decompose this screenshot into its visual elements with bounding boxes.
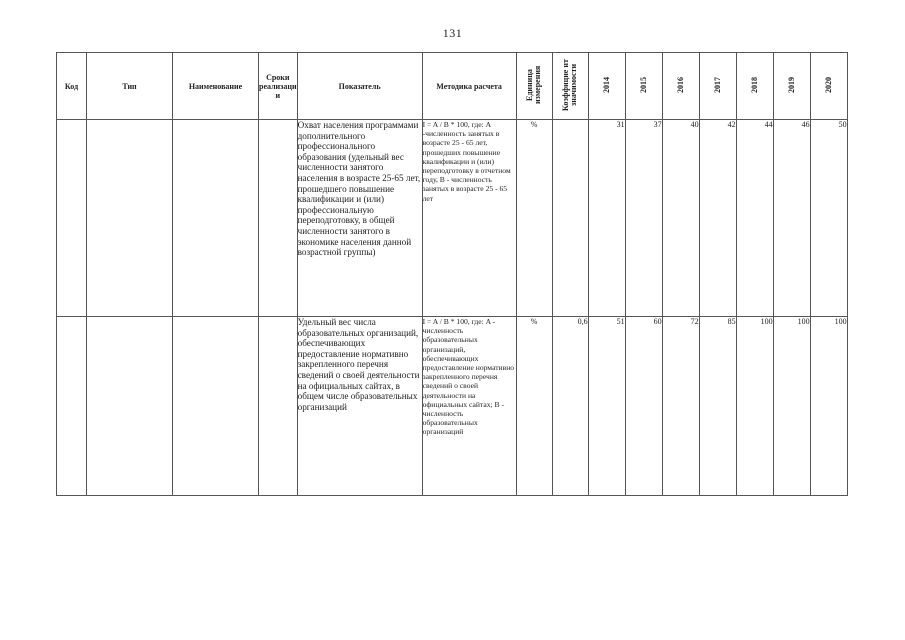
header-year-label: 2017	[712, 77, 722, 93]
cell-indicator: Охват населения программами дополнительного профессионального образования (удельный вес численности занятого населения в возрасте 25-65 лет, прошедшего повышение квалификации и (или) профессиональную переподготовку, в общей численности занятого в экономике населения данной возрастной группы)	[297, 120, 422, 317]
cell-type	[87, 317, 173, 496]
header-year-2014	[588, 53, 625, 120]
cell-code	[57, 120, 87, 317]
header-indicator: Показатель	[297, 53, 422, 120]
header-year-label: 2014	[601, 77, 611, 93]
cell-terms	[259, 317, 298, 496]
header-year-label: 2020	[823, 77, 833, 93]
cell-value-2018: 44	[736, 120, 773, 317]
header-year-2016	[662, 53, 699, 120]
cell-coef	[552, 120, 588, 317]
cell-value-2018: 100	[736, 317, 773, 496]
cell-value-2016: 72	[662, 317, 699, 496]
cell-value-2017: 42	[699, 120, 736, 317]
cell-name	[173, 120, 259, 317]
header-method: Методика расчета	[422, 53, 516, 120]
header-row	[57, 53, 848, 120]
header-unit	[516, 53, 552, 120]
cell-value-2017: 85	[699, 317, 736, 496]
header-year-label: 2019	[786, 77, 796, 93]
table-row	[57, 317, 848, 496]
cell-name	[173, 317, 259, 496]
cell-value-2019: 100	[773, 317, 810, 496]
cell-value-2020: 100	[810, 317, 847, 496]
table-row	[57, 120, 848, 317]
cell-value-2019: 46	[773, 120, 810, 317]
cell-coef: 0,6	[552, 317, 588, 496]
cell-value-2015: 60	[625, 317, 662, 496]
cell-indicator: Удельный вес числа образовательных организаций, обеспечивающих предоставление нормативно закрепленного перечня сведений о своей деятельности на официальных сайтах, в общем числе образовательных организаций	[297, 317, 422, 496]
cell-method: I = A / B * 100, где: A - численность образовательных организаций, обеспечивающих предоставление нормативно закрепленного перечня сведений о своей деятельности на официальных сайтах; B - численность образовательных организаций	[422, 317, 516, 496]
header-year-label: 2016	[675, 77, 685, 93]
cell-method: I = A / B * 100, где: A -численность занятых в возрасте 25 - 65 лет, прошедших повышение квалификации и (или) переподготовку в отчетном году, B - численность занятых в возрасте 25 - 65 лет	[422, 120, 516, 317]
cell-value-2014: 31	[588, 120, 625, 317]
header-year-2017	[699, 53, 736, 120]
header-unit-label: Единица измерения	[525, 65, 543, 105]
cell-code	[57, 317, 87, 496]
header-year-2018	[736, 53, 773, 120]
header-year-label: 2018	[749, 77, 759, 93]
cell-value-2015: 37	[625, 120, 662, 317]
header-coef	[552, 53, 588, 120]
header-year-2019	[773, 53, 810, 120]
header-year-2015	[625, 53, 662, 120]
header-terms: Сроки реализаци и	[259, 53, 298, 120]
cell-value-2016: 40	[662, 120, 699, 317]
header-type: Тип	[87, 53, 173, 120]
cell-value-2020: 50	[810, 120, 847, 317]
header-year-2020	[810, 53, 847, 120]
page-number: 131	[442, 26, 463, 40]
cell-type	[87, 120, 173, 317]
indicator-table	[56, 52, 848, 496]
header-coef-label: Коэффицие нт значимости	[561, 59, 579, 111]
cell-unit: %	[516, 120, 552, 317]
cell-unit: %	[516, 317, 552, 496]
cell-terms	[259, 120, 298, 317]
cell-value-2014: 51	[588, 317, 625, 496]
header-year-label: 2015	[638, 77, 648, 93]
header-name: Наименование	[173, 53, 259, 120]
header-code: Код	[57, 53, 87, 120]
